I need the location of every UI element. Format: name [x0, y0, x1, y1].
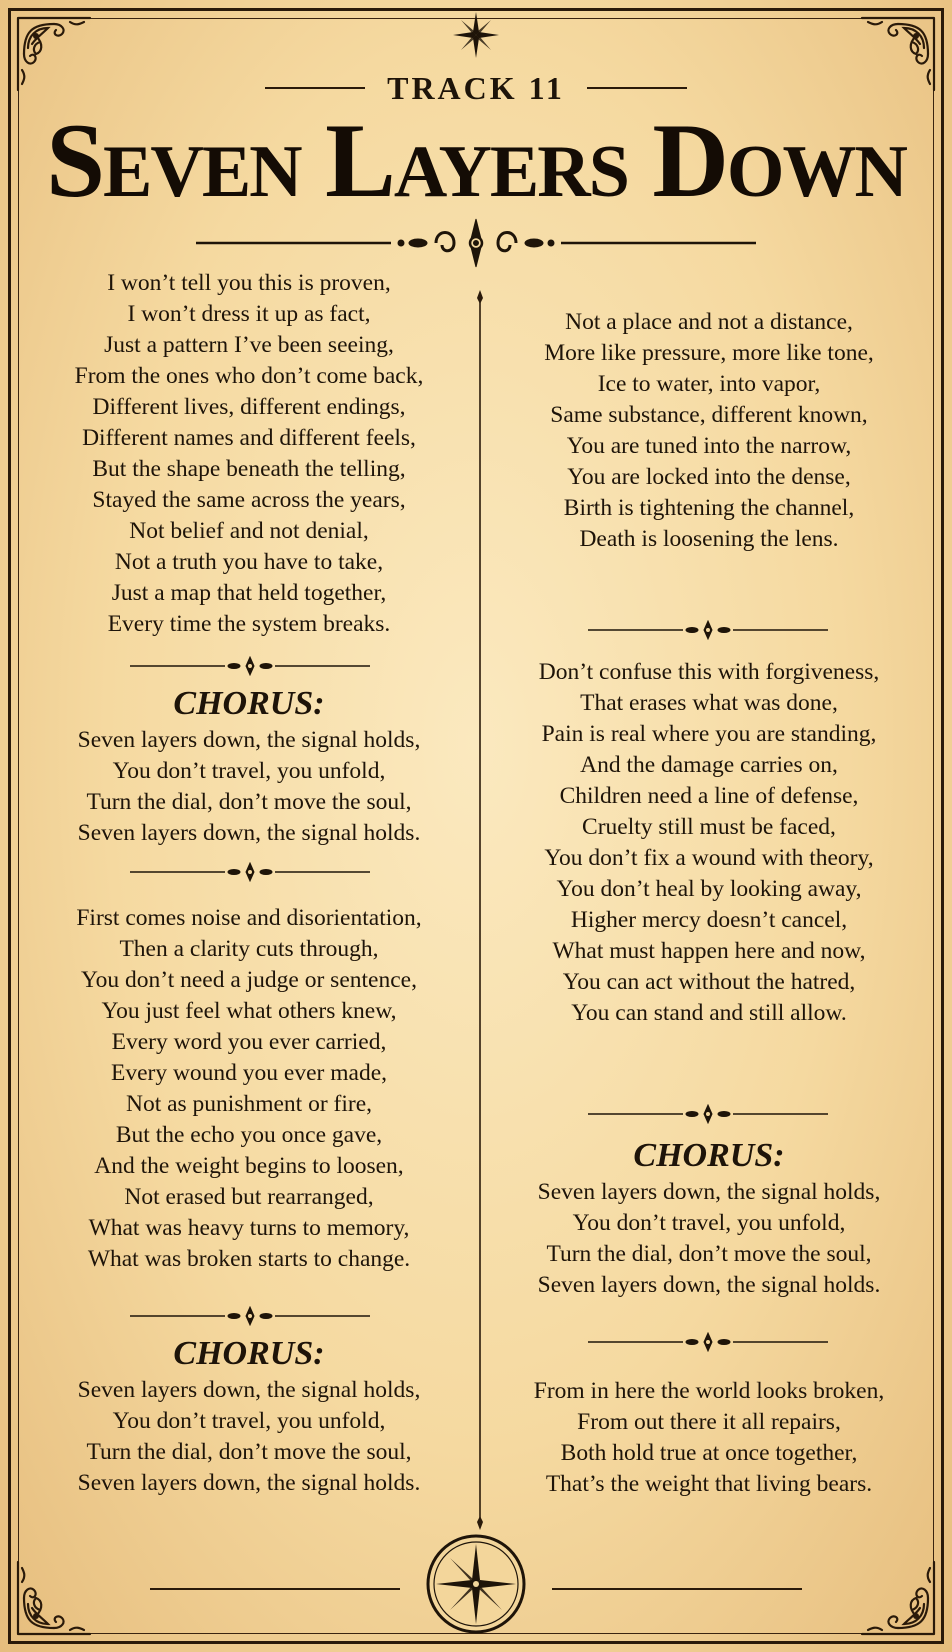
- lyric-line: You can act without the hatred,: [562, 969, 856, 995]
- lyric-line: Turn the dial, don’t move the soul,: [546, 1241, 872, 1267]
- right-verse-2: [494, 657, 924, 1029]
- lyric-line: Higher mercy doesn’t cancel,: [570, 907, 848, 933]
- lyric-line: Both hold true at once together,: [560, 1440, 858, 1466]
- ornamental-divider-icon: [196, 215, 756, 271]
- ornamental-divider-icon: [130, 1306, 370, 1326]
- ornamental-divider-icon: [588, 1104, 828, 1124]
- lyric-line: You just feel what others knew,: [101, 998, 397, 1024]
- lyric-line: You don’t travel, you unfold,: [572, 1210, 846, 1236]
- lyric-line: And the weight begins to loosen,: [94, 1153, 404, 1179]
- ornamental-divider-icon: [130, 862, 370, 882]
- lyric-line: You can stand and still allow.: [571, 1000, 847, 1026]
- right-verse-1: [494, 307, 924, 555]
- lyric-line: Seven layers down, the signal holds.: [537, 1272, 881, 1298]
- chorus-label: CHORUS:: [173, 685, 325, 722]
- lyric-line: Seven layers down, the signal holds.: [77, 1470, 421, 1496]
- lyric-line: Seven layers down, the signal holds,: [537, 1179, 881, 1205]
- lyric-line: What must happen here and now,: [552, 938, 866, 964]
- lyric-line: Seven layers down, the signal holds.: [77, 820, 421, 846]
- lyric-line: Birth is tightening the channel,: [563, 495, 855, 521]
- bottom-ornament: [0, 1512, 952, 1632]
- lyric-line: Seven layers down, the signal holds,: [77, 1377, 421, 1403]
- ornamental-divider-icon: [130, 656, 370, 676]
- lyric-line: Same substance, different known,: [550, 402, 868, 428]
- lyric-line: From out there it all repairs,: [577, 1409, 841, 1435]
- lyric-line: Every time the system breaks.: [107, 611, 391, 637]
- chorus-label: CHORUS:: [633, 1137, 785, 1174]
- compass-star-icon: [451, 10, 501, 60]
- lyric-line: Not a truth you have to take,: [114, 549, 384, 575]
- left-chorus-1: [34, 685, 464, 849]
- lyric-line: Stayed the same across the years,: [92, 487, 406, 513]
- lyric-line: From the ones who don’t come back,: [74, 363, 424, 389]
- lyric-line: You don’t travel, you unfold,: [112, 1408, 386, 1434]
- lyric-line: What was heavy turns to memory,: [88, 1215, 410, 1241]
- lyric-line: You don’t heal by looking away,: [556, 876, 862, 902]
- lyric-line: I won’t tell you this is proven,: [107, 270, 391, 296]
- lyric-line: Turn the dial, don’t move the soul,: [86, 789, 412, 815]
- track-number: TRACK 11: [387, 69, 565, 106]
- lyric-line: Don’t confuse this with forgiveness,: [538, 659, 880, 685]
- lyric-line: You are tuned into the narrow,: [566, 433, 852, 459]
- column-divider: [477, 290, 483, 1530]
- lyric-line: Different names and different feels,: [82, 425, 416, 451]
- lyric-line: Children need a line of defense,: [559, 783, 859, 809]
- lyric-line: You don’t fix a wound with theory,: [544, 845, 874, 871]
- bottom-rule-left: [150, 1588, 400, 1590]
- lyric-line: That erases what was done,: [580, 690, 838, 716]
- lyric-line: First comes noise and disorientation,: [76, 905, 422, 931]
- lyric-line: Not as punishment or fire,: [125, 1091, 373, 1117]
- lyric-line: I won’t dress it up as fact,: [127, 301, 371, 327]
- lyric-line: But the echo you once gave,: [115, 1122, 383, 1148]
- lyric-line: Not a place and not a distance,: [565, 309, 853, 335]
- left-verse-1: [34, 268, 464, 640]
- left-verse-2: [34, 903, 464, 1275]
- lyric-line: And the damage carries on,: [580, 752, 838, 778]
- lyric-line: But the shape beneath the telling,: [92, 456, 406, 482]
- left-chorus-2: [34, 1335, 464, 1499]
- ornamental-divider-icon: [588, 1332, 828, 1352]
- lyric-line: Then a clarity cuts through,: [119, 936, 379, 962]
- lyric-line: Not erased but rearranged,: [124, 1184, 374, 1210]
- lyric-line: Not belief and not denial,: [129, 518, 369, 544]
- lyric-line: Different lives, different endings,: [92, 394, 406, 420]
- lyric-line: You don’t travel, you unfold,: [112, 758, 386, 784]
- track-rule-right: [587, 87, 687, 89]
- lyric-line: Every wound you ever made,: [110, 1060, 388, 1086]
- lyric-line: Turn the dial, don’t move the soul,: [86, 1439, 412, 1465]
- right-outro: [494, 1376, 924, 1500]
- lyric-line: From in here the world looks broken,: [533, 1378, 885, 1404]
- lyric-line: Cruelty still must be faced,: [582, 814, 836, 840]
- lyric-line: You are locked into the dense,: [567, 464, 851, 490]
- bottom-rule-right: [552, 1588, 802, 1590]
- track-rule-left: [265, 87, 365, 89]
- lyric-line: Every word you ever carried,: [111, 1029, 387, 1055]
- lyric-line: What was broken starts to change.: [87, 1246, 411, 1272]
- lyric-line: Death is loosening the lens.: [579, 526, 839, 552]
- ornamental-divider-icon: [588, 620, 828, 640]
- song-title: Seven Layers Down: [46, 102, 906, 219]
- lyric-line: Just a map that held together,: [111, 580, 387, 606]
- lyric-line: More like pressure, more like tone,: [544, 340, 874, 366]
- chorus-label: CHORUS:: [173, 1335, 325, 1372]
- lyric-line: Pain is real where you are standing,: [541, 721, 877, 747]
- lyric-line: Seven layers down, the signal holds,: [77, 727, 421, 753]
- lyric-line: Ice to water, into vapor,: [597, 371, 821, 397]
- lyric-line: Just a pattern I’ve been seeing,: [104, 332, 394, 358]
- lyric-line: That’s the weight that living bears.: [545, 1471, 873, 1497]
- compass-rose-icon: [424, 1532, 528, 1636]
- lyric-line: You don’t need a judge or sentence,: [81, 967, 417, 993]
- right-chorus: [494, 1137, 924, 1301]
